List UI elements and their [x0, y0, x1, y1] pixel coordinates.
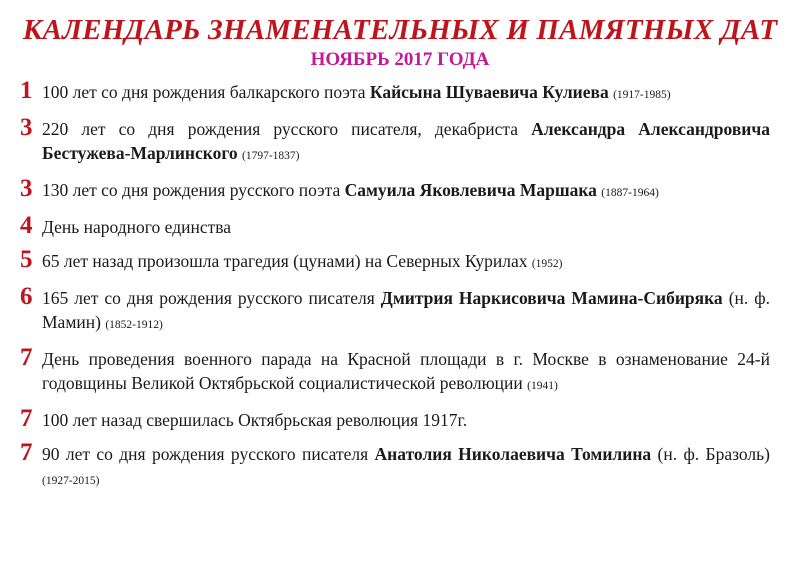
date-number: 3	[20, 114, 33, 141]
entry-text: 165 лет со дня рождения русского писателя	[42, 288, 381, 308]
entry-years: (1927-2015)	[42, 475, 100, 487]
date-number: 5	[20, 246, 33, 273]
entry-years: (1952)	[531, 258, 563, 270]
entry-note: (н. ф. Мамин)	[42, 288, 770, 332]
list-item	[20, 77, 770, 107]
date-number: 7	[20, 405, 33, 432]
list-item	[20, 175, 770, 205]
page-title: КАЛЕНДАРЬ ЗНАМЕНАТЕЛЬНЫХ И ПАМЯТНЫХ ДАТ	[22, 14, 778, 46]
date-number: 6	[20, 283, 33, 310]
entry-years: (1852-1912)	[105, 319, 163, 331]
person-name: Кайсына Шуваевича Кулиева	[369, 82, 609, 102]
entry-text: День проведения военного парада на Красной площади в г. Москве в ознаменование 24-й годовщины Великой Октябрьской социалистической революции	[42, 349, 770, 393]
list-item	[20, 344, 770, 398]
person-name: Анатолия Николаевича Томилина	[374, 444, 652, 464]
entry-years: (1887-1964)	[601, 187, 659, 199]
date-number: 7	[20, 344, 33, 371]
page-subtitle: НОЯБРЬ 2017 ГОДА	[310, 49, 490, 70]
entry-years: (1941)	[527, 380, 558, 392]
list-item	[20, 212, 770, 239]
date-number: 3	[20, 175, 33, 202]
entry-text: 100 лет назад свершилась Октябрьская революция 1917г.	[42, 410, 468, 430]
date-number: 7	[20, 439, 33, 466]
list-item	[20, 114, 770, 168]
date-number: 4	[20, 212, 33, 239]
date-list	[20, 77, 770, 493]
entry-text: 130 лет со дня рождения русского поэта	[42, 180, 345, 200]
list-item	[20, 246, 770, 276]
entry-years: (1797-1837)	[242, 150, 300, 162]
entry-text: 100 лет со дня рождения балкарского поэта	[42, 82, 370, 102]
entry-years: (1917-1985)	[613, 89, 671, 101]
entry-note: (н. ф. Бразоль)	[651, 444, 770, 464]
person-name: Александра Александровича Бестужева-Марлинского	[42, 119, 770, 163]
entry-text: 90 лет со дня рождения русского писателя	[42, 444, 375, 464]
person-name: Самуила Яковлевича Маршака	[344, 180, 597, 200]
date-number: 1	[20, 77, 33, 104]
list-item	[20, 439, 770, 493]
list-item	[20, 405, 770, 432]
entry-text: День народного единства	[42, 217, 232, 237]
entry-text: 65 лет назад произошла трагедия (цунами) на Северных Курилах	[42, 251, 532, 271]
entry-text: 220 лет со дня рождения русского писателя, декабриста	[42, 119, 532, 139]
person-name: Дмитрия Наркисовича Мамина-Сибиряка	[380, 288, 723, 308]
list-item	[20, 283, 770, 337]
